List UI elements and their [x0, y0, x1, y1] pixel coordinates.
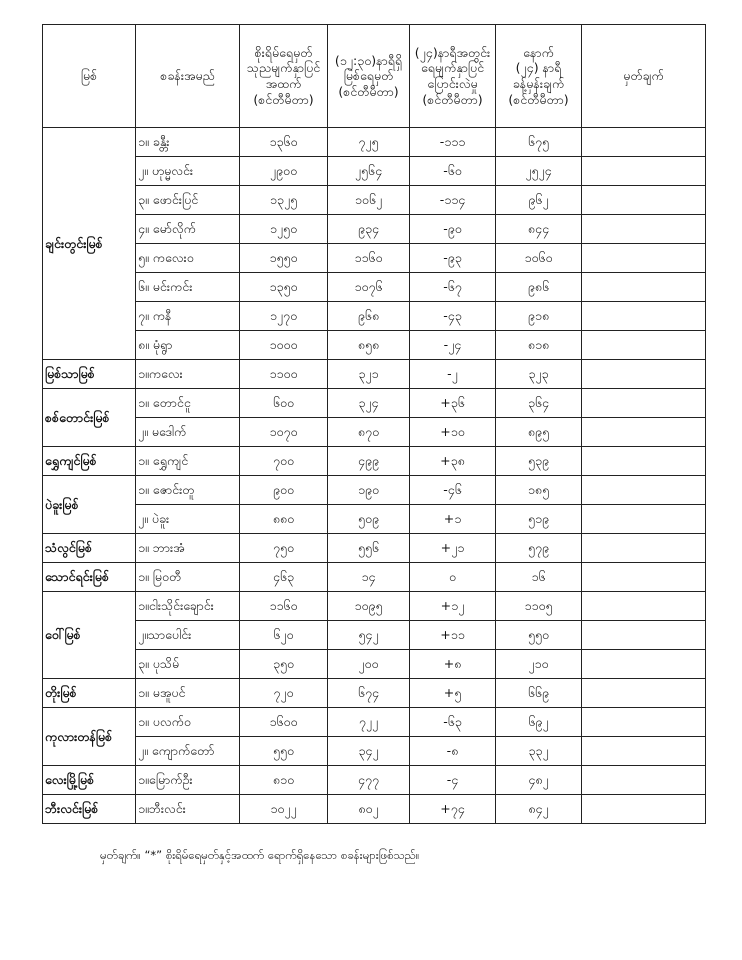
- level-diff: ၁၀၆၀: [496, 244, 582, 273]
- level-diff: ၈၄၄: [496, 215, 582, 244]
- level-diff: ၅၃၉: [496, 447, 582, 476]
- station-name: ၂။ ဟုမ္မလင်း: [136, 157, 240, 186]
- remark: [582, 331, 706, 360]
- station-name: ၈။ မုံရွာ: [136, 331, 240, 360]
- water-level: ၄၇၇: [328, 766, 410, 795]
- station-name: ၂။ မဒေါက်: [136, 418, 240, 447]
- water-level: ၅၀၉: [328, 505, 410, 534]
- river-name: စစ်တောင်းမြစ်: [43, 389, 136, 447]
- level-change: -၁၁၄: [410, 186, 496, 215]
- remark: [582, 157, 706, 186]
- station-name: ၁။မြောက်ဦး: [136, 766, 240, 795]
- danger-level: ၁၃၅၀: [240, 273, 328, 302]
- remark: [582, 592, 706, 621]
- danger-level: ၉၀၀: [240, 476, 328, 505]
- header-station: စခန်းအမည်: [136, 25, 240, 128]
- danger-level: ၈၈၀: [240, 505, 328, 534]
- station-name: ၃။ ပုသိမ်: [136, 650, 240, 679]
- table-row: [43, 708, 706, 737]
- danger-level: ၁၁၀၀: [240, 360, 328, 389]
- water-level: ၆၇၄: [328, 679, 410, 708]
- level-diff: ၉၈၆: [496, 273, 582, 302]
- river-name: ပဲခူးမြစ်: [43, 476, 136, 534]
- table-row: [43, 273, 706, 302]
- table-row: [43, 215, 706, 244]
- station-name: ၁။ကလေး: [136, 360, 240, 389]
- level-change: -၂: [410, 360, 496, 389]
- remark: [582, 418, 706, 447]
- remark: [582, 563, 706, 592]
- level-change: -၉၀: [410, 215, 496, 244]
- remark: [582, 650, 706, 679]
- water-level: ၉၃၄: [328, 215, 410, 244]
- remark: [582, 766, 706, 795]
- remark: [582, 476, 706, 505]
- danger-level: ၁၅၅၀: [240, 244, 328, 273]
- station-name: ၁။ ဘားအံ: [136, 534, 240, 563]
- header-river: မြစ်: [43, 25, 136, 128]
- footnote: မှတ်ချက်။ “*” စိုးရိမ်ရေမှတ်နှင့်အထက် ရောက်ရှိနေသော စခန်းများဖြစ်သည်။: [100, 848, 420, 862]
- danger-level: ၃၅၀: [240, 650, 328, 679]
- table-row: [43, 621, 706, 650]
- table-row: [43, 505, 706, 534]
- river-name: ကုလားတန်မြစ်: [43, 708, 136, 766]
- danger-level: ၁၃၂၅: [240, 186, 328, 215]
- remark: [582, 302, 706, 331]
- level-change: -၆၇: [410, 273, 496, 302]
- water-level: ၁၄: [328, 563, 410, 592]
- table-header: [43, 25, 706, 128]
- danger-level: ၁၀၂၂: [240, 795, 328, 824]
- water-level: ၁၁၆၀: [328, 244, 410, 273]
- table-row: [43, 331, 706, 360]
- station-name: ၂။ ကျောက်တော်: [136, 737, 240, 766]
- level-diff: ၈၄၂: [496, 795, 582, 824]
- level-diff: ၁၆: [496, 563, 582, 592]
- level-diff: ၈၁၈: [496, 331, 582, 360]
- level-change: +၃၈: [410, 447, 496, 476]
- level-diff: ၆၇၅: [496, 128, 582, 157]
- remark: [582, 186, 706, 215]
- level-diff: ၃၂၃: [496, 360, 582, 389]
- level-diff: ၅၁၉: [496, 505, 582, 534]
- water-level: ၁၉၀: [328, 476, 410, 505]
- danger-level: ၂၉၀၀: [240, 157, 328, 186]
- level-change: -၂၄: [410, 331, 496, 360]
- level-change: -၆၀: [410, 157, 496, 186]
- level-change: +၃၆: [410, 389, 496, 418]
- danger-level: ၁၂၅၀: [240, 215, 328, 244]
- river-name: သံလွင်မြစ်: [43, 534, 136, 563]
- level-diff: ၁၈၅: [496, 476, 582, 505]
- water-level: ၁၀၆၂: [328, 186, 410, 215]
- water-level: ၂၅၆၄: [328, 157, 410, 186]
- level-diff: ၁၁၀၅: [496, 592, 582, 621]
- header-change: (၂၄)နာရီအတွင်း ရေမျက်နှာပြင် ပြောင်းလဲမှု (စင်တီမီတာ): [410, 25, 496, 128]
- table-row: [43, 737, 706, 766]
- river-name: ဘီးလင်းမြစ်: [43, 795, 136, 824]
- station-name: ၆။ မင်းကင်း: [136, 273, 240, 302]
- level-diff: ၆၉၂: [496, 708, 582, 737]
- header-row: [43, 25, 706, 128]
- water-level: ၂၀၀: [328, 650, 410, 679]
- level-diff: ၂၁၀: [496, 650, 582, 679]
- table-row: [43, 679, 706, 708]
- river-name: တိုးမြစ်: [43, 679, 136, 708]
- station-name: ၁။ ရွှေကျင်: [136, 447, 240, 476]
- danger-level: ၄၆၃: [240, 563, 328, 592]
- table-row: [43, 534, 706, 563]
- level-change: -၄၃: [410, 302, 496, 331]
- level-diff: ၉၁၈: [496, 302, 582, 331]
- danger-level: ၇၂၀: [240, 679, 328, 708]
- remark: [582, 273, 706, 302]
- danger-level: ၇၀၀: [240, 447, 328, 476]
- level-diff: ၃၃၂: [496, 737, 582, 766]
- danger-level: ၆၀၀: [240, 389, 328, 418]
- river-name: သောင်ရင်းမြစ်: [43, 563, 136, 592]
- danger-level: ၇၅၀: [240, 534, 328, 563]
- station-name: ၁။ ခန္တီး: [136, 128, 240, 157]
- station-name: ၃။ ဖောင်းပြင်: [136, 186, 240, 215]
- station-name: ၁။ ပလက်ဝ: [136, 708, 240, 737]
- water-level: ၇၂၅: [328, 128, 410, 157]
- table-row: [43, 360, 706, 389]
- table-row: [43, 128, 706, 157]
- level-change: -၁၁၁: [410, 128, 496, 157]
- table-row: [43, 244, 706, 273]
- remark: [582, 708, 706, 737]
- danger-level: ၆၂၀: [240, 621, 328, 650]
- level-diff: ၂၅၂၄: [496, 157, 582, 186]
- remark: [582, 215, 706, 244]
- station-name: ၅။ ကလေးဝ: [136, 244, 240, 273]
- water-level: ၄၉၉: [328, 447, 410, 476]
- danger-level: ၅၅၀: [240, 737, 328, 766]
- table-row: [43, 795, 706, 824]
- level-change: +၈: [410, 650, 496, 679]
- table-row: [43, 186, 706, 215]
- table-row: [43, 766, 706, 795]
- level-change: -၉၃: [410, 244, 496, 273]
- water-level: ၃၂၁: [328, 360, 410, 389]
- level-diff: ၄၈၂: [496, 766, 582, 795]
- table-row: [43, 650, 706, 679]
- danger-level: ၁၆၀၀: [240, 708, 328, 737]
- water-level: ၉၆၈: [328, 302, 410, 331]
- table-row: [43, 418, 706, 447]
- remark: [582, 621, 706, 650]
- level-change: +၅: [410, 679, 496, 708]
- water-level: ၇၂၂: [328, 708, 410, 737]
- level-change: +၁၀: [410, 418, 496, 447]
- water-level: ၈၅၈: [328, 331, 410, 360]
- level-diff: ၅၅၀: [496, 621, 582, 650]
- table-row: [43, 563, 706, 592]
- remark: [582, 447, 706, 476]
- water-level: ၈၇၀: [328, 418, 410, 447]
- table-row: [43, 302, 706, 331]
- remark: [582, 360, 706, 389]
- table-row: [43, 592, 706, 621]
- remark: [582, 534, 706, 563]
- table-body: [43, 128, 706, 824]
- water-level: ၃၄၂: [328, 737, 410, 766]
- river-name: ရွှေကျင်မြစ်: [43, 447, 136, 476]
- remark: [582, 244, 706, 273]
- station-name: ၁။ မအူပင်: [136, 679, 240, 708]
- level-change: -၈: [410, 737, 496, 766]
- header-remarks: မှတ်ချက်: [582, 25, 706, 128]
- station-name: ၂။သာပေါင်း: [136, 621, 240, 650]
- remark: [582, 505, 706, 534]
- danger-level: ၁၂၇၀: [240, 302, 328, 331]
- water-level: ၁၀၉၅: [328, 592, 410, 621]
- level-change: ၀: [410, 563, 496, 592]
- water-level: ၅၄၂: [328, 621, 410, 650]
- level-diff: ၆၆၉: [496, 679, 582, 708]
- level-diff: ၈၉၅: [496, 418, 582, 447]
- level-change: +၇၄: [410, 795, 496, 824]
- table-row: [43, 389, 706, 418]
- danger-level: ၈၁၀: [240, 766, 328, 795]
- remark: [582, 795, 706, 824]
- remark: [582, 128, 706, 157]
- station-name: ၁။ ဇောင်းတူ: [136, 476, 240, 505]
- water-level: ၈၀၂: [328, 795, 410, 824]
- table-row: [43, 157, 706, 186]
- remark: [582, 737, 706, 766]
- level-diff: ၉၆၂: [496, 186, 582, 215]
- remark: [582, 389, 706, 418]
- station-name: ၂။ ပဲခူး: [136, 505, 240, 534]
- level-change: +၁: [410, 505, 496, 534]
- station-name: ၁။ငါးသိုင်းချောင်း: [136, 592, 240, 621]
- level-change: +၁၂: [410, 592, 496, 621]
- level-change: -၄၆: [410, 476, 496, 505]
- danger-level: ၁၃၆၀: [240, 128, 328, 157]
- water-level: ၅၅၆: [328, 534, 410, 563]
- table-row: [43, 476, 706, 505]
- table-row: [43, 447, 706, 476]
- header-diff: နောက် (၂၄) နာရီ ခန့်မှန်းချက် (စင်တီမီတာ): [496, 25, 582, 128]
- level-change: -၆၃: [410, 708, 496, 737]
- station-name: ၁။ တောင်ငူ: [136, 389, 240, 418]
- header-water-level: (၁၂:၃၀)နာရီရှိ မြစ်ရေမှတ် (စင်တီမီတာ): [328, 25, 410, 128]
- remark: [582, 679, 706, 708]
- river-name: မြစ်သာမြစ်: [43, 360, 136, 389]
- river-name: လေးမြို့မြစ်: [43, 766, 136, 795]
- level-change: -၄: [410, 766, 496, 795]
- danger-level: ၁၁၆၀: [240, 592, 328, 621]
- danger-level: ၁၀၇၀: [240, 418, 328, 447]
- river-name: ချင်းတွင်းမြစ်: [43, 128, 136, 360]
- water-level: ၃၂၄: [328, 389, 410, 418]
- level-change: +၂၁: [410, 534, 496, 563]
- station-name: ၇။ ကနီ: [136, 302, 240, 331]
- danger-level: ၁၀၀၀: [240, 331, 328, 360]
- page: [42, 24, 706, 824]
- station-name: ၁။ဘီးလင်း: [136, 795, 240, 824]
- station-name: ၁။ မြဝတီ: [136, 563, 240, 592]
- station-name: ၄။ မော်လိုက်: [136, 215, 240, 244]
- river-level-table: [42, 24, 706, 824]
- level-diff: ၅၇၉: [496, 534, 582, 563]
- header-danger-level: စိုးရိမ်ရေမှတ် သုညမျက်နှာပြင် အထက် (စင်တီမီတာ): [240, 25, 328, 128]
- level-diff: ၃၆၄: [496, 389, 582, 418]
- water-level: ၁၀၇၆: [328, 273, 410, 302]
- level-change: +၁၁: [410, 621, 496, 650]
- river-name: ဝေါ်မြစ်: [43, 592, 136, 679]
